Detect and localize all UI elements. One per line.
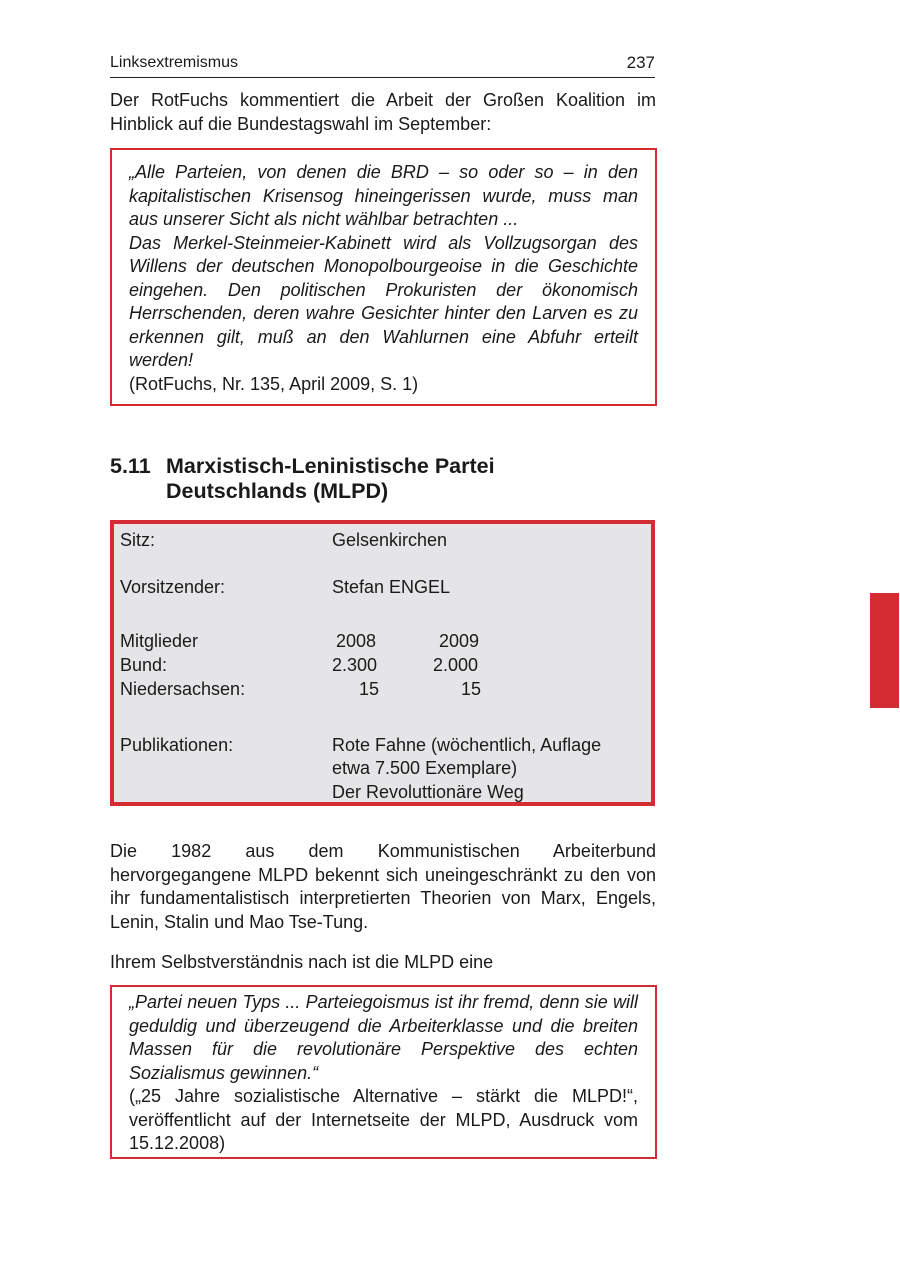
value-bund-2009: 2.000 bbox=[433, 655, 479, 675]
label-mitglieder: Mitglieder bbox=[120, 631, 199, 651]
value-publikation: etwa 7.500 Exemplare) bbox=[332, 758, 518, 778]
quote-source: (RotFuchs, Nr. 135, April 2009, S. 1) bbox=[129, 373, 419, 394]
quote-text: „Partei neuen Typs ... Parteiegoismus ist ihr fremd, denn sie will geduldig und überzeugend die Arbeiterklasse und die breiten Massen für die revolutionäre Perspektive des echten Sozialismus gewinnen.“ bbox=[129, 992, 638, 1083]
intro-paragraph: Der RotFuchs kommentiert die Arbeit der Großen Koalition im Hinblick auf die Bundestagswahl im September: bbox=[110, 90, 656, 134]
year-2008: 2008 bbox=[336, 631, 377, 651]
value-vorsitz: Stefan ENGEL bbox=[332, 577, 451, 597]
fact-box bbox=[110, 520, 655, 806]
quote-box-mlpd bbox=[110, 985, 657, 1159]
running-header bbox=[110, 53, 655, 78]
body-paragraph: Die 1982 aus dem Kommunistischen Arbeiterbund hervorgegangene MLPD bekennt sich uneingeschränkt zu den von ihr fundamentalistisch interpretierten Theorien von Marx, Engels, Lenin, Stalin und Mao Tse-Tung. bbox=[110, 841, 656, 932]
body-paragraph: Ihrem Selbstverständnis nach ist die MLPD eine bbox=[110, 952, 494, 972]
section-title-line2: Deutschlands (MLPD) bbox=[166, 479, 389, 503]
value-bund-2008: 2.300 bbox=[332, 655, 378, 675]
year-2009: 2009 bbox=[439, 631, 480, 651]
chapter-tab-marker bbox=[870, 593, 899, 708]
page-number: 237 bbox=[626, 53, 655, 72]
label-nds: Niedersachsen: bbox=[120, 679, 246, 699]
label-vorsitz: Vorsitzender: bbox=[120, 577, 226, 597]
quote-text: „Alle Parteien, von denen die BRD – so oder so – in den kapitalistischen Krisensog hineingerissen wurde, muss man aus unserer Sicht als nicht wählbar betrachten ... bbox=[129, 162, 638, 229]
quote-source: („25 Jahre sozialistische Alternative – stärkt die MLPD!“, veröffentlicht auf der Internetseite der MLPD, Ausdruck vom 15.12.2008) bbox=[129, 1086, 638, 1153]
quote-box-rotfuchs bbox=[110, 148, 657, 406]
label-sitz: Sitz: bbox=[120, 530, 156, 550]
value-nds-2009: 15 bbox=[461, 679, 482, 699]
label-bund: Bund: bbox=[120, 655, 168, 675]
value-sitz: Gelsenkirchen bbox=[332, 530, 448, 550]
label-publikationen: Publikationen: bbox=[120, 735, 234, 755]
header-section: Linksextremismus bbox=[110, 54, 239, 71]
section-number: 5.11 bbox=[110, 454, 151, 478]
value-publikation: Rote Fahne (wöchentlich, Auflage bbox=[332, 735, 602, 755]
quote-text: Das Merkel-Steinmeier-Kabinett wird als Vollzugsorgan des Willens der deutschen Monopolbourgeoise in die Geschichte eingehen. Den politischen Prokuristen der ökonomisch Herrschenden, deren wahre Gesichter hinter den Larven es zu erkennen gilt, muß an den Wahlurnen eine Abfuhr erteilt werden! bbox=[129, 232, 638, 370]
section-title-line1: Marxistisch-Leninistische Partei bbox=[166, 454, 495, 478]
value-nds-2008: 15 bbox=[359, 679, 380, 699]
value-publikation: Der Revoluttionäre Weg bbox=[332, 782, 524, 802]
